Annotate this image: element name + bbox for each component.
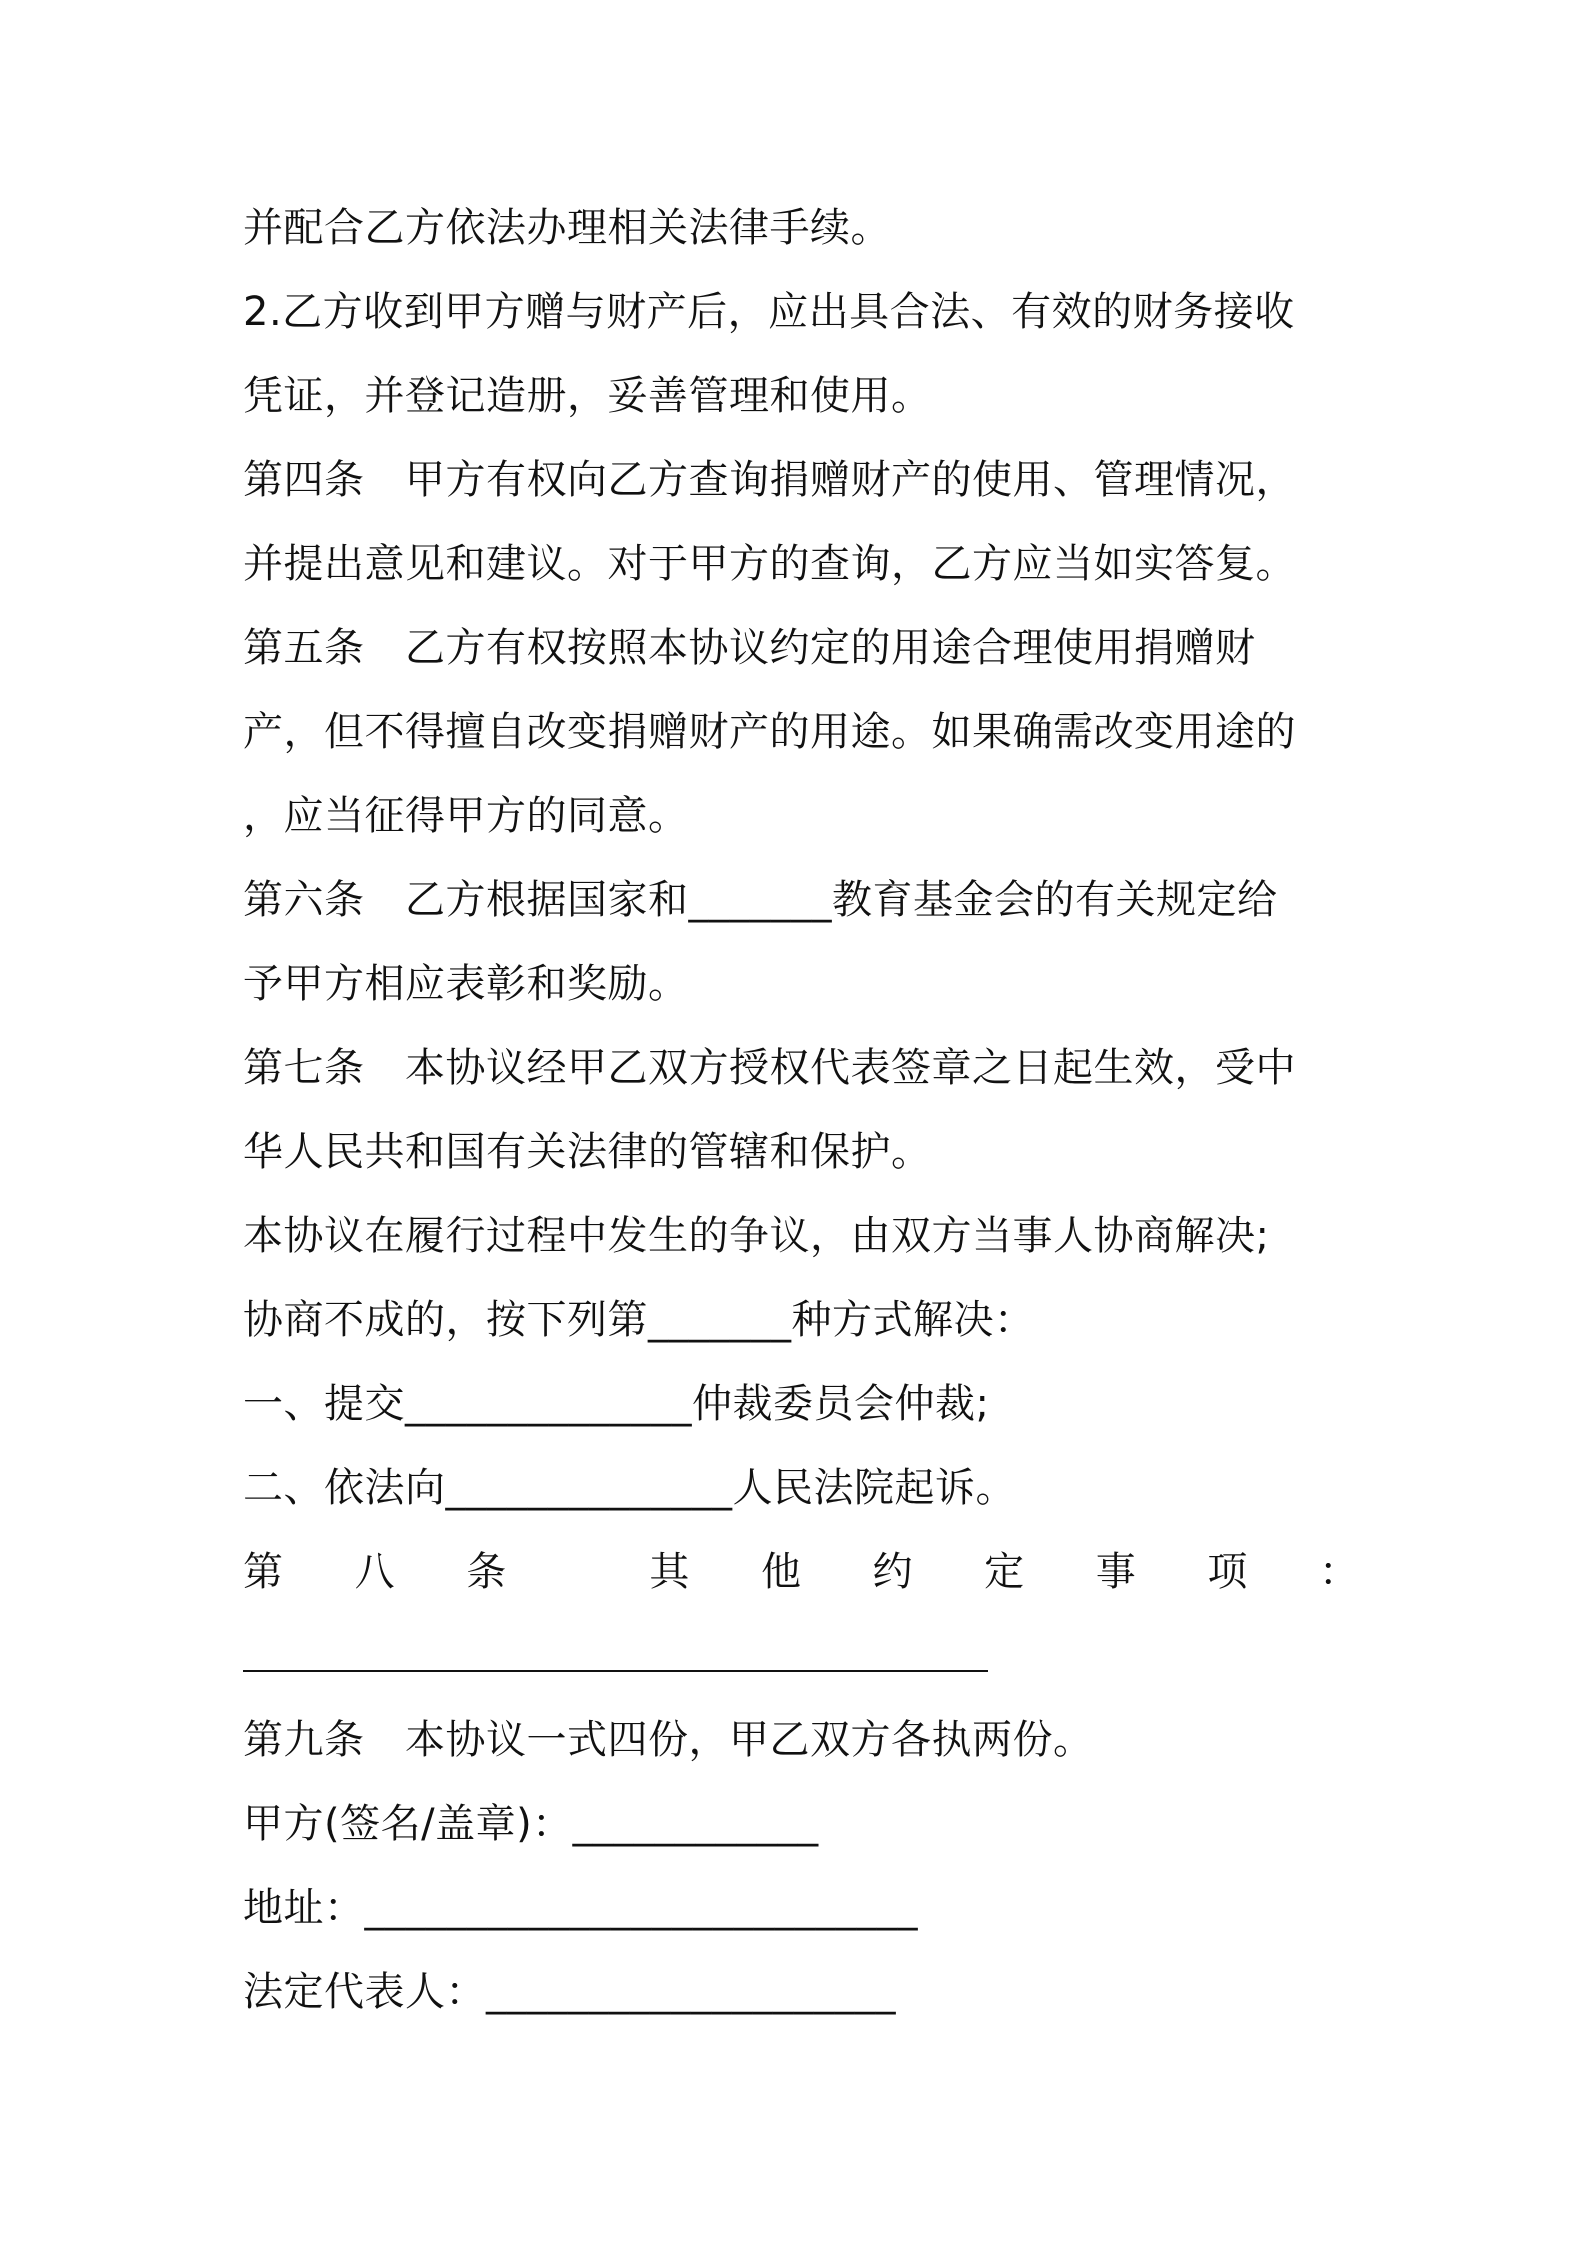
text-line: ，应当征得甲方的同意。 bbox=[243, 793, 689, 839]
article-6-line: 第六条 乙方根据国家和_______教育基金会的有关规定给 bbox=[243, 877, 1278, 923]
agreement-body bbox=[243, 186, 1359, 2034]
text-line: 凭证，并登记造册，妥善管理和使用。 bbox=[243, 373, 932, 419]
article-9-line: 第九条 本协议一式四份，甲乙双方各执两份。 bbox=[243, 1717, 1094, 1763]
text-line: 并提出意见和建议。对于甲方的查询，乙方应当如实答复。 bbox=[243, 541, 1296, 587]
article-8-char: 定 bbox=[984, 1549, 1025, 1595]
text-line: 华人民共和国有关法律的管辖和保护。 bbox=[243, 1129, 932, 1175]
article-8-char: 条 bbox=[466, 1549, 507, 1595]
text-line: 协商不成的，按下列第_______种方式解决： bbox=[243, 1297, 1035, 1343]
text-line: 予甲方相应表彰和奖励。 bbox=[243, 961, 689, 1007]
text-line: 产，但不得擅自改变捐赠财产的用途。如果确需改变用途的 bbox=[243, 709, 1296, 755]
legal-representative-line: 法定代表人：____________________ bbox=[243, 1969, 896, 2015]
party-a-signature-line: 甲方(签名/盖章)：____________ bbox=[243, 1801, 819, 1847]
article-8-char: 项 bbox=[1207, 1549, 1248, 1595]
article-8-char: ： bbox=[1318, 1549, 1359, 1595]
article-4-line: 第四条 甲方有权向乙方查询捐赠财产的使用、管理情况， bbox=[243, 457, 1296, 503]
litigation-option-line: 二、依法向______________人民法院起诉。 bbox=[243, 1465, 1016, 1511]
dispute-clause-line: 本协议在履行过程中发生的争议，由双方当事人协商解决; bbox=[243, 1213, 1270, 1259]
blank-underline bbox=[243, 1670, 988, 1672]
article-8-heading bbox=[243, 1530, 1359, 1614]
address-line: 地址：___________________________ bbox=[243, 1885, 918, 1931]
text-line: 2.乙方收到甲方赠与财产后，应出具合法、有效的财务接收 bbox=[243, 289, 1295, 335]
text-line: 并配合乙方依法办理相关法律手续。 bbox=[243, 205, 891, 251]
article-8-char: 其 bbox=[649, 1549, 690, 1595]
article-8-char: 他 bbox=[760, 1549, 801, 1595]
article-5-line: 第五条 乙方有权按照本协议约定的用途合理使用捐赠财 bbox=[243, 625, 1256, 671]
article-8-char: 第 bbox=[243, 1549, 283, 1595]
article-8-blank-line bbox=[243, 1614, 1359, 1698]
article-8-char: 事 bbox=[1095, 1549, 1136, 1595]
article-7-line: 第七条 本协议经甲乙双方授权代表签章之日起生效，受中 bbox=[243, 1045, 1296, 1091]
article-8-char: 约 bbox=[872, 1549, 913, 1595]
article-8-char: 八 bbox=[354, 1549, 395, 1595]
arbitration-option-line: 一、提交______________仲裁委员会仲裁; bbox=[243, 1381, 990, 1427]
